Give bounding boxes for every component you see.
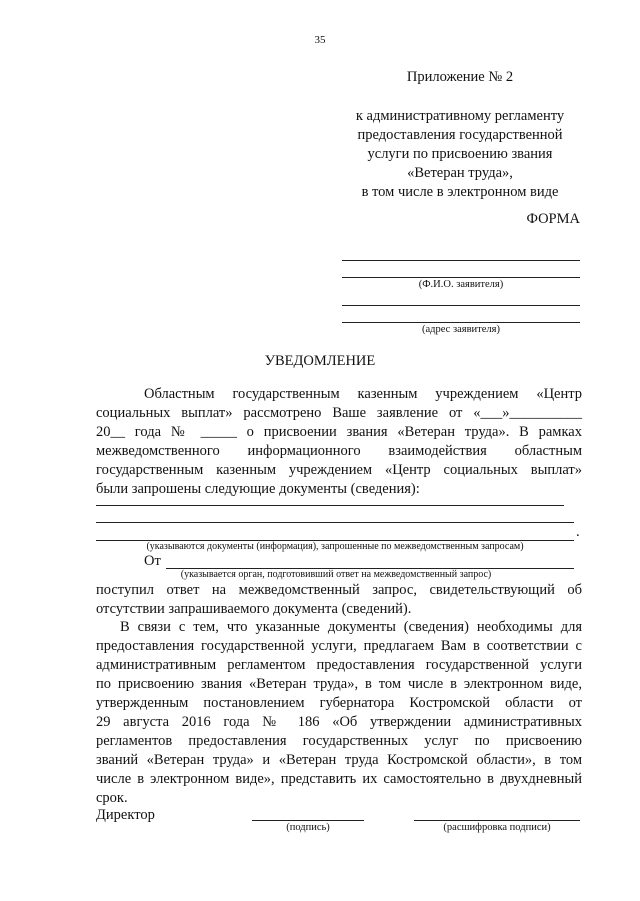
signature-caption: (подпись) — [286, 822, 330, 833]
applicant-address-line-2 — [342, 322, 580, 323]
paragraph-line: государственным казенным учреждением «Центр социальных выплат» — [96, 462, 582, 478]
documents-line-1 — [96, 505, 564, 506]
paragraph-line: 29 августа 2016 года № 186 «Об утверждении административных — [96, 714, 582, 730]
appendix-line: к административному регламенту — [355, 108, 565, 124]
notice-heading: УВЕДОМЛЕНИЕ — [264, 353, 376, 369]
paragraph-line: поступил ответ на межведомственный запрос, свидетельствующий об — [96, 582, 582, 598]
paragraph-line: отсутствии запрашиваемого документа (сведений). — [96, 601, 412, 617]
signature-line — [252, 820, 364, 821]
paragraph-2 — [96, 581, 582, 619]
paragraph-line: регламентов предоставления государственных услуг по присвоению — [96, 733, 582, 749]
signature-decoding-line — [414, 820, 580, 821]
paragraph-line: административным регламентом предоставления государственной услуги — [96, 657, 582, 673]
paragraph-line: предоставления государственной услуги, предлагаем Вам в соответствии с — [96, 638, 582, 654]
paragraph-line: числе в электронном виде», представить их самостоятельно в двухдневный — [96, 771, 582, 787]
paragraph-3 — [96, 618, 582, 808]
appendix-line: услуги по присвоению звания — [367, 146, 553, 162]
appendix-line: «Ветеран труда», — [407, 165, 513, 181]
appendix-line: в том числе в электронном виде — [361, 184, 559, 200]
form-label: ФОРМА — [526, 211, 580, 227]
applicant-name-line-2 — [342, 277, 580, 278]
from-label: От — [144, 553, 161, 569]
signature-decoding-caption: (расшифровка подписи) — [443, 822, 551, 833]
page-number: 35 — [314, 34, 326, 46]
director-label: Директор — [96, 807, 155, 823]
appendix-line: предоставления государственной — [357, 127, 563, 143]
appendix-block — [320, 107, 600, 202]
appendix-title: Приложение № 2 — [406, 69, 514, 85]
documents-line-2 — [96, 522, 574, 523]
documents-end-mark: . — [576, 524, 580, 540]
paragraph-line: социальных выплат» рассмотрено Ваше заявление от «___»__________ — [96, 405, 582, 421]
from-caption: (указывается орган, подготовивший ответ на межведомственный запрос) — [180, 569, 492, 580]
applicant-address-line-1 — [342, 305, 580, 306]
paragraph-line: межведомственного информационного взаимодействия областным — [96, 443, 582, 459]
paragraph-line: срок. — [96, 790, 128, 806]
paragraph-line: по присвоению звания «Ветеран труда», в том числе в электронном виде, — [96, 676, 582, 692]
paragraph-line: были запрошены следующие документы (сведения): — [96, 481, 420, 497]
documents-caption: (указываются документы (информация), запрошенные по межведомственным запросам) — [146, 541, 524, 552]
paragraph-line: званий «Ветеран труда» и «Ветеран труда Костромской области», в том — [96, 752, 582, 768]
paragraph-line: Областным государственным казенным учреждением «Центр — [144, 386, 582, 402]
paragraph-line: В связи с тем, что указанные документы (сведения) необходимы для — [120, 619, 582, 635]
paragraph-line: утвержденным постановлением губернатора Костромской области от — [96, 695, 582, 711]
paragraph-line: 20__ года № _____ о присвоении звания «Ветеран труда». В рамках — [96, 424, 582, 440]
applicant-name-line-1 — [342, 260, 580, 261]
applicant-name-caption: (Ф.И.О. заявителя) — [418, 279, 504, 290]
applicant-address-caption: (адрес заявителя) — [422, 324, 500, 335]
paragraph-1 — [96, 385, 582, 499]
